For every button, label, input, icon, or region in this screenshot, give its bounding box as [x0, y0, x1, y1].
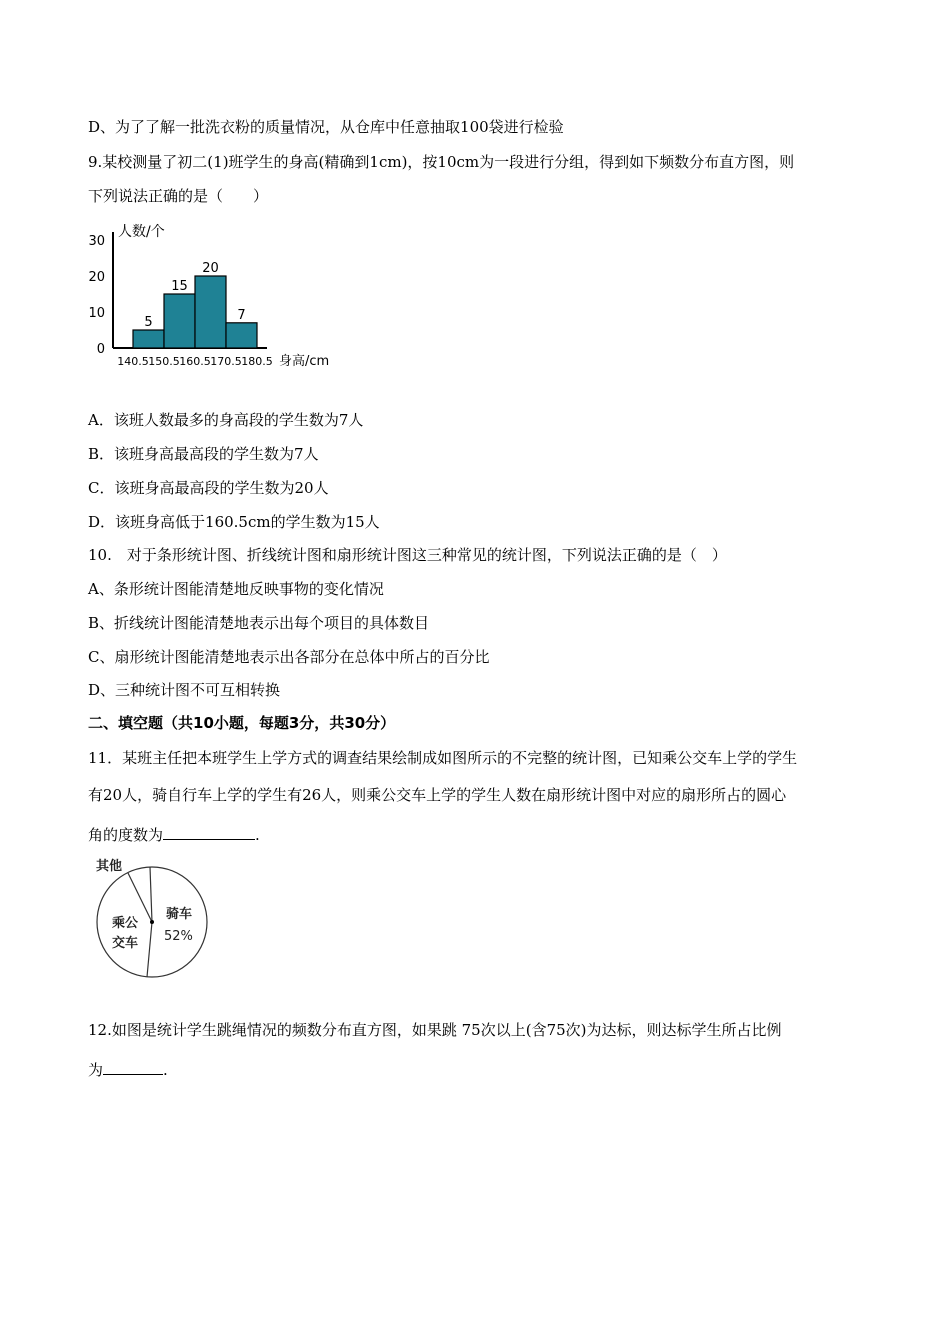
histogram-bar: [164, 294, 195, 348]
q12-answer-blank[interactable]: [103, 1058, 163, 1075]
pie-label-bike-pct: 52%: [164, 929, 193, 944]
x-tick-label: 150.5: [148, 355, 180, 368]
pie-divider-bike-bus: [147, 922, 152, 977]
q11-line3-text: 角的度数为: [88, 826, 164, 844]
q12-line2: [88, 1058, 168, 1080]
pie-label-other: 其他: [96, 859, 123, 874]
bar-value-label: 20: [202, 261, 219, 276]
x-tick-label: 180.5: [241, 355, 273, 368]
pie-label-bus-1: 乘公: [112, 916, 139, 931]
q9-stem-line2: 下列说法正确的是（ ）: [88, 187, 269, 205]
pie-divider-other-bike: [150, 867, 152, 922]
q12-line2-end: .: [163, 1061, 168, 1079]
pie-label-bike: 骑车: [166, 907, 193, 922]
y-tick-label: 10: [88, 306, 105, 321]
x-axis-label: 身高/cm: [279, 354, 330, 369]
y-tick-label: 20: [88, 270, 105, 285]
bar-value-label: 5: [144, 315, 153, 330]
commute-pie-chart: [90, 852, 220, 982]
q11-line3: [88, 823, 260, 845]
pie-center-dot: [150, 920, 154, 924]
histogram-bar: [226, 323, 257, 348]
pie-label-bus-2: 交车: [112, 936, 139, 951]
y-tick-label: 0: [96, 342, 105, 357]
x-tick-label: 140.5: [117, 355, 149, 368]
q8-option-d: D、为了了解一批洗衣粉的质量情况，从仓库中任意抽取100袋进行检验: [88, 118, 564, 136]
y-axis-label: 人数/个: [118, 224, 165, 240]
q11-answer-blank[interactable]: [163, 823, 255, 840]
q11-line3-end: .: [255, 826, 260, 844]
x-tick-label: 170.5: [210, 355, 242, 368]
q9-stem-line1: 9.某校测量了初二(1)班学生的身高(精确到1cm)，按10cm为一段进行分组，得到如下频数分布直方图，则: [88, 153, 795, 171]
y-tick-label: 30: [88, 234, 105, 249]
q12-line2-text: 为: [88, 1061, 104, 1079]
q12-line1: 12.如图是统计学生跳绳情况的频数分布直方图，如果跳 75次以上(含75次)为达标，则达标学生所占比例: [88, 1021, 782, 1039]
q9-option-b: B．该班身高最高段的学生数为7人: [88, 445, 319, 463]
q10-option-b: B、折线统计图能清楚地表示出每个项目的具体数目: [88, 614, 430, 632]
q10-option-d: D、三种统计图不可互相转换: [88, 681, 281, 699]
q11-line2: 有20人，骑自行车上学的学生有26人，则乘公交车上学的学生人数在扇形统计图中对应的扇形所占的圆心: [88, 786, 787, 804]
q9-option-c: C．该班身高最高段的学生数为20人: [88, 479, 329, 497]
q11-line1: 11．某班主任把本班学生上学方式的调查结果绘制成如图所示的不完整的统计图，已知乘公交车上学的学生: [88, 749, 798, 767]
x-tick-label: 160.5: [179, 355, 211, 368]
bar-value-label: 7: [237, 307, 246, 323]
bar-value-label: 15: [171, 279, 188, 294]
q9-option-a: A．该班人数最多的身高段的学生数为7人: [88, 411, 364, 429]
section-title-fill-in: 二、填空题（共10小题，每题3分，共30分）: [88, 714, 396, 732]
q10-option-c: C、扇形统计图能清楚地表示出各部分在总体中所占的百分比: [88, 648, 490, 666]
height-histogram: [88, 220, 368, 380]
pie-divider-bus-other: [128, 873, 152, 922]
q9-option-d: D．该班身高低于160.5cm的学生数为15人: [88, 513, 380, 531]
q10-stem: 10. 对于条形统计图、折线统计图和扇形统计图这三种常见的统计图，下列说法正确的是（ ）: [88, 546, 727, 564]
histogram-bar: [133, 330, 164, 348]
histogram-bar: [195, 276, 226, 348]
q10-option-a: A、条形统计图能清楚地反映事物的变化情况: [88, 580, 384, 598]
